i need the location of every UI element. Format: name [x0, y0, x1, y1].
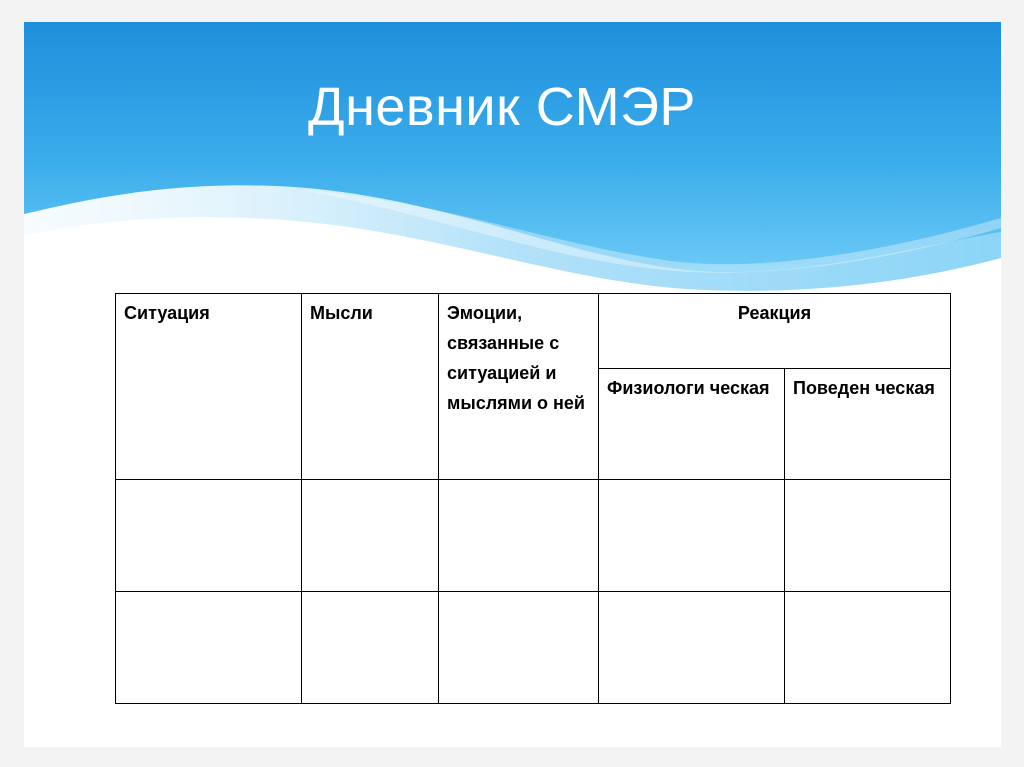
table-cell — [785, 592, 951, 704]
table-cell — [302, 592, 439, 704]
header-emotions-label: Эмоции, связанные с ситуацией и мыслями о ней — [447, 303, 585, 413]
header-cell-reaction — [599, 294, 951, 369]
header-cell-emotions — [439, 294, 599, 480]
table-cell — [439, 592, 599, 704]
table-cell — [439, 480, 599, 592]
header-cell-behavioral — [785, 369, 951, 480]
table-header-row — [116, 294, 951, 369]
smer-diary-table — [115, 293, 951, 704]
table-cell — [785, 480, 951, 592]
header-cell-thoughts — [302, 294, 439, 480]
table-cell — [599, 592, 785, 704]
header-wave-background — [24, 22, 1001, 312]
header-reaction-label: Реакция — [737, 303, 812, 323]
table-cell — [116, 592, 302, 704]
header-behavioral-label: Поведен ческая — [793, 378, 935, 398]
header-cell-physiological — [599, 369, 785, 480]
table-row — [116, 480, 951, 592]
header-situation-label: Ситуация — [124, 303, 210, 323]
table-cell — [302, 480, 439, 592]
table-cell — [116, 480, 302, 592]
table-row — [116, 592, 951, 704]
page-title: Дневник СМЭР — [308, 77, 696, 137]
table-cell — [599, 480, 785, 592]
header-cell-situation — [116, 294, 302, 480]
slide — [24, 22, 1001, 747]
header-thoughts-label: Мысли — [310, 303, 373, 323]
header-physiological-label: Физиологи ческая — [607, 378, 770, 398]
